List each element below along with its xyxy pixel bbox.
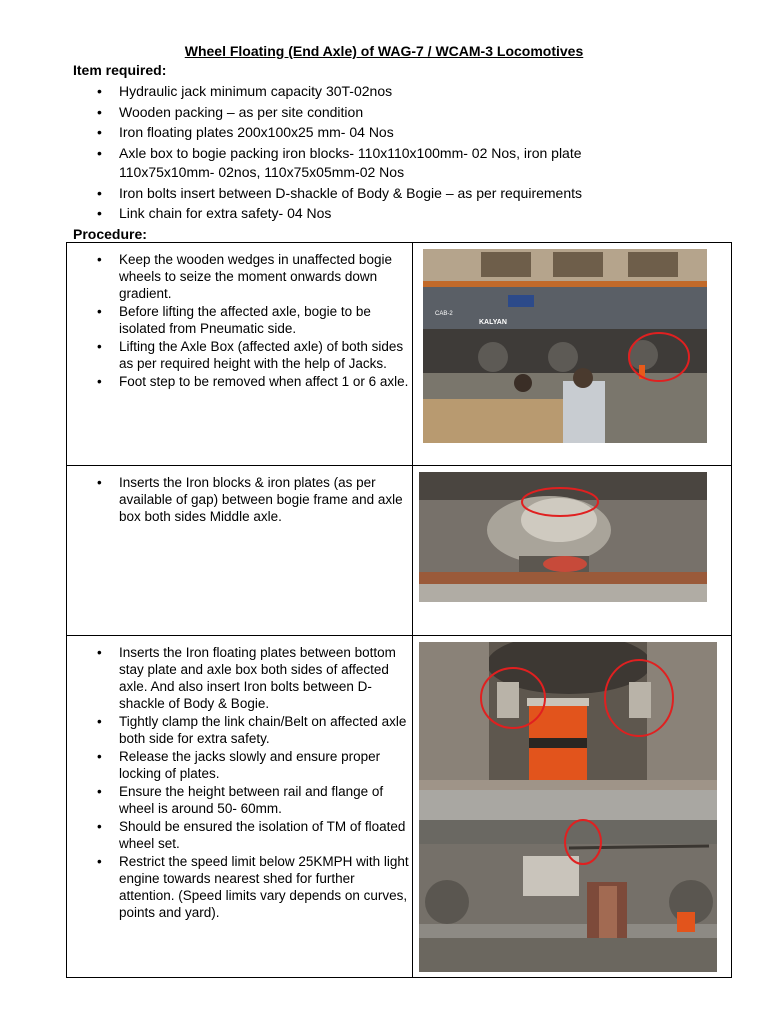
procedure-text-cell xyxy=(67,636,413,978)
cab-label: CAB-2 xyxy=(435,311,453,317)
list-item: • Foot step to be removed when affect 1 or 6 axle. xyxy=(97,373,412,390)
list-item: • Release the jacks slowly and ensure proper locking of plates. xyxy=(97,748,412,782)
procedure-table xyxy=(66,242,732,978)
items-heading: Item required: xyxy=(73,62,167,78)
list-item: • Before lifting the affected axle, bogie to be isolated from Pneumatic side. xyxy=(97,303,412,337)
procedure-heading: Procedure: xyxy=(73,226,147,242)
list-item: • Hydraulic jack minimum capacity 30T-02nos xyxy=(97,82,677,102)
list-item: • Lifting the Axle Box (affected axle) of both sides as per required height with the help of Jacks. xyxy=(97,338,412,372)
list-item: • Wooden packing – as per site condition xyxy=(97,103,677,123)
procedure-steps xyxy=(67,251,412,390)
list-item: • Ensure the height between rail and flange of wheel is around 50- 60mm. xyxy=(97,783,412,817)
jack-floating-plate-photo xyxy=(419,642,717,790)
locomotive-lifting-photo xyxy=(423,249,707,443)
list-item: • Iron floating plates 200x100x25 mm- 04 Nos xyxy=(97,123,677,143)
procedure-text-cell xyxy=(67,243,413,466)
table-row xyxy=(67,243,732,466)
list-item: • Inserts the Iron blocks & iron plates (as per available of gap) between bogie frame and axle box both sides Middle axle. xyxy=(97,474,412,525)
list-item: • Restrict the speed limit below 25KMPH with light engine towards nearest shed for further attention. (Speed limits vary depends on curves, points and yard). xyxy=(97,853,412,921)
axle-box-photo xyxy=(419,472,707,602)
procedure-text-cell xyxy=(67,466,413,636)
items-list xyxy=(97,82,677,225)
list-item: • Should be ensured the isolation of TM of floated wheel set. xyxy=(97,818,412,852)
procedure-steps xyxy=(67,644,412,921)
list-item: • Axle box to bogie packing iron blocks- 110x110x100mm- 02 Nos, iron plate 110x75x10mm- 02nos, 110x75x05mm-02 Nos xyxy=(97,144,677,183)
procedure-photo-cell xyxy=(413,466,732,636)
table-row xyxy=(67,466,732,636)
list-item: • Tightly clamp the link chain/Belt on affected axle both side for extra safety. xyxy=(97,713,412,747)
link-chain-photo xyxy=(419,790,717,972)
procedure-steps xyxy=(67,474,412,525)
procedure-photo-cell xyxy=(413,636,732,978)
list-item: • Keep the wooden wedges in unaffected bogie wheels to seize the moment onwards down gradient. xyxy=(97,251,412,302)
list-item: • Link chain for extra safety- 04 Nos xyxy=(97,204,677,224)
list-item: • Iron bolts insert between D-shackle of Body & Bogie – as per requirements xyxy=(97,184,677,204)
table-row xyxy=(67,636,732,978)
document-title: Wheel Floating (End Axle) of WAG-7 / WCAM-3 Locomotives xyxy=(184,43,584,59)
procedure-photo-cell xyxy=(413,243,732,466)
kalyan-label: KALYAN xyxy=(479,319,507,326)
list-item: • Inserts the Iron floating plates between bottom stay plate and axle box both sides of affected axle. And also insert Iron bolts between D-shackle of Body & Bogie. xyxy=(97,644,412,712)
